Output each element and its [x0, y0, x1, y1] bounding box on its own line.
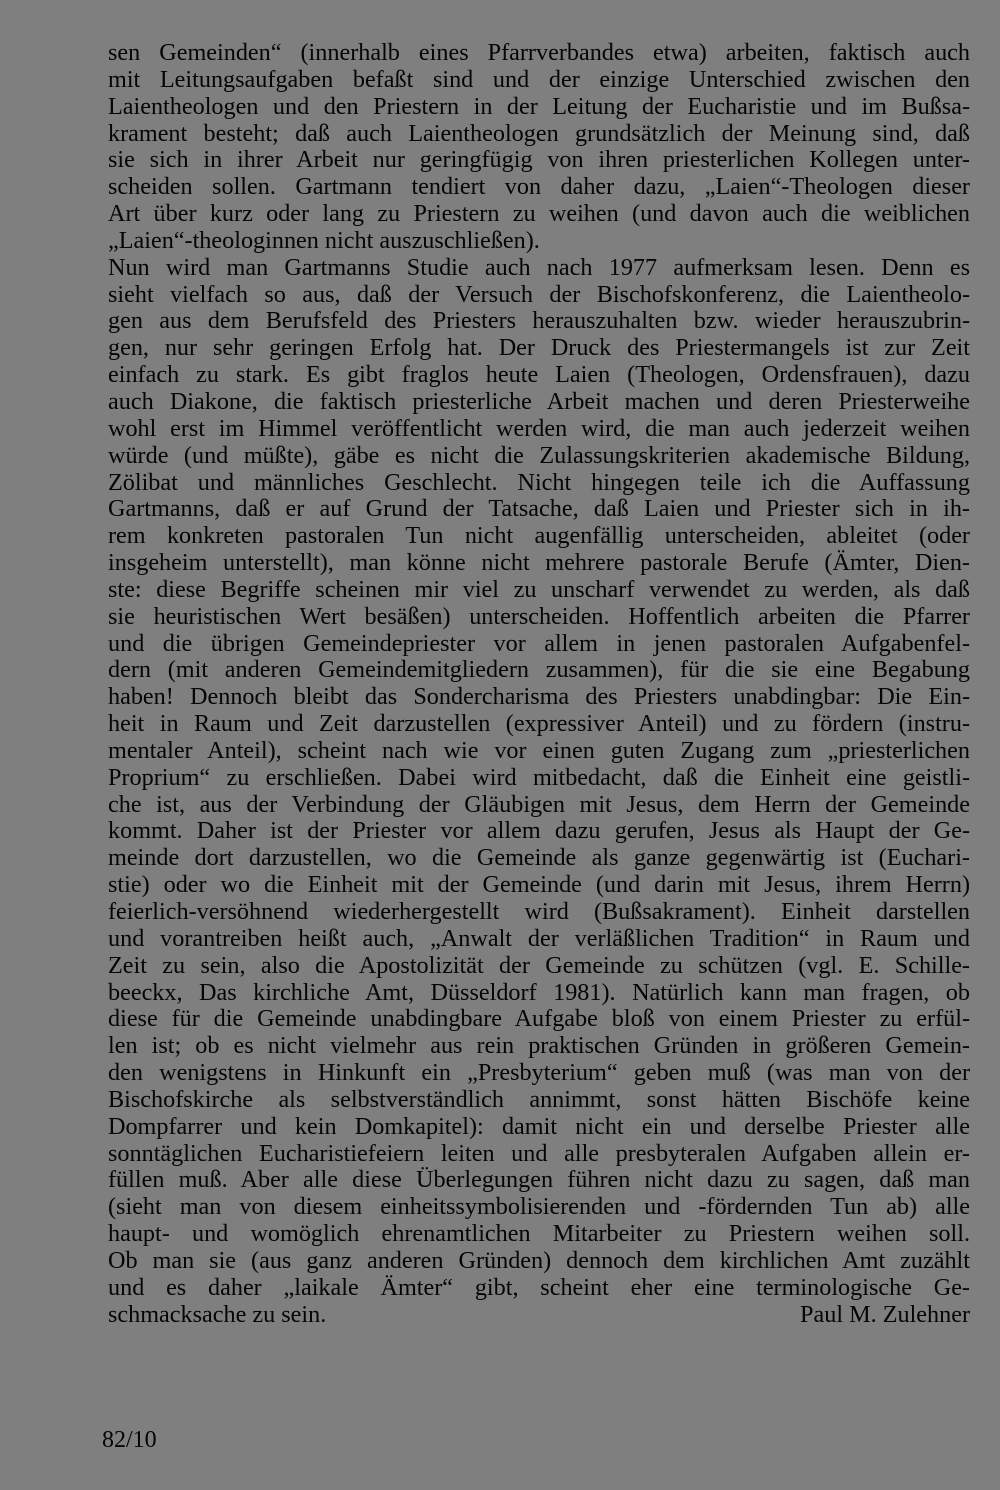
text-line: dern (mit anderen Gemeindemitgliedern zusammen), für die sie eine Begabung [108, 656, 970, 684]
text-line: Laientheologen und den Priestern in der Leitung der Eucharistie und im Bußsa- [108, 92, 970, 120]
text-line: gen aus dem Berufsfeld des Priesters herauszuhalten bzw. wieder herauszubrin- [108, 307, 970, 335]
text-line: heit in Raum und Zeit darzustellen (expressiver Anteil) und zu fördern (instru- [108, 710, 970, 738]
text-line: meinde dort darzustellen, wo die Gemeinde als ganze gegenwärtig ist (Euchari- [108, 844, 970, 872]
text-line: krament besteht; daß auch Laientheologen grundsätzlich der Meinung sind, daß [108, 119, 970, 147]
text-line: beeckx, Das kirchliche Amt, Düsseldorf 1981). Natürlich kann man fragen, ob [108, 978, 970, 1006]
text-line: insgeheim unterstellt), man könne nicht mehrere pastorale Berufe (Ämter, Dien- [108, 549, 970, 577]
text-line: sonntäglichen Eucharistiefeiern leiten und alle presbyteralen Aufgaben allein er- [108, 1139, 970, 1167]
text-line: diese für die Gemeinde unabdingbare Aufgabe bloß von einem Priester zu erfül- [108, 1005, 970, 1033]
text-line: Proprium“ zu erschließen. Dabei wird mitbedacht, daß die Einheit eine geistli- [108, 763, 970, 791]
text-line: auch Diakone, die faktisch priesterliche Arbeit machen und deren Priesterweihe [108, 387, 970, 415]
text-line: rem konkreten pastoralen Tun nicht augenfällig unterscheiden, ableitet (oder [108, 522, 970, 550]
text-line: Zölibat und männliches Geschlecht. Nicht hingegen teile ich die Auffassung [108, 468, 970, 496]
text-line: Bischofskirche als selbstverständlich annimmt, sonst hätten Bischöfe keine [108, 1085, 970, 1113]
text-line: und vorantreiben heißt auch, „Anwalt der verläßlichen Tradition“ in Raum und [108, 924, 970, 952]
text-line: haben! Dennoch bleibt das Sondercharisma des Priesters unabdingbar: Die Ein- [108, 683, 970, 711]
text-line: und die übrigen Gemeindepriester vor allem in jenen pastoralen Aufgabenfel- [108, 629, 970, 657]
text-line: gen, nur sehr geringen Erfolg hat. Der Druck des Priestermangels ist zur Zeit [108, 334, 970, 362]
last-text-line: schmacksache zu sein. [108, 1300, 327, 1328]
text-line: Dompfarrer und kein Domkapitel): damit nicht ein und derselbe Priester alle [108, 1112, 970, 1140]
text-line: sen Gemeinden“ (innerhalb eines Pfarrverbandes etwa) arbeiten, faktisch auch [108, 39, 970, 66]
page-number: 82/10 [102, 1427, 157, 1453]
text-line: haupt- und womöglich ehrenamtlichen Mitarbeiter zu Priestern weihen soll. [108, 1220, 970, 1248]
text-line: scheiden sollen. Gartmann tendiert von daher dazu, „Laien“-Theologen dieser [108, 173, 970, 201]
closing-line [108, 1302, 970, 1329]
text-line: len ist; ob es nicht vielmehr aus rein praktischen Gründen in größeren Gemein- [108, 1032, 970, 1060]
text-line: und es daher „laikale Ämter“ gibt, scheint eher eine terminologische Ge- [108, 1273, 970, 1301]
text-line: mentaler Anteil), scheint nach wie vor einen guten Zugang zum „priesterlichen [108, 736, 970, 764]
text-line: einfach zu stark. Es gibt fraglos heute Laien (Theologen, Ordensfrauen), dazu [108, 361, 970, 389]
text-line: „Laien“-theologinnen nicht auszuschließen). [108, 226, 540, 254]
text-line: würde (und müßte), gäbe es nicht die Zulassungskriterien akademische Bildung, [108, 441, 970, 469]
text-line: Nun wird man Gartmanns Studie auch nach 1977 aufmerksam lesen. Denn es [108, 253, 970, 281]
author-signature: Paul M. Zulehner [800, 1300, 970, 1328]
text-line: kommt. Daher ist der Priester vor allem dazu gerufen, Jesus als Haupt der Ge- [108, 817, 970, 845]
text-line: (sieht man von diesem einheitssymbolisierenden und -fördernden Tun ab) alle [108, 1193, 970, 1221]
text-line: Gartmanns, daß er auf Grund der Tatsache, daß Laien und Priester sich in ih- [108, 495, 970, 523]
text-line: mit Leitungsaufgaben befaßt sind und der einzige Unterschied zwischen den [108, 65, 970, 93]
text-line: Zeit zu sein, also die Apostolizität der Gemeinde zu schützen (vgl. E. Schille- [108, 951, 970, 979]
text-line: ste: diese Begriffe scheinen mir viel zu unscharf verwendet zu werden, als daß [108, 575, 970, 603]
article-body [108, 40, 970, 1329]
text-line: wohl erst im Himmel veröffentlicht werden wird, die man auch jederzeit weihen [108, 414, 970, 442]
text-line: Art über kurz oder lang zu Priestern zu weihen (und davon auch die weiblichen [108, 200, 970, 228]
text-line: den wenigstens in Hinkunft ein „Presbyterium“ geben muß (was man von der [108, 1059, 970, 1087]
text-line: feierlich-versöhnend wiederhergestellt wird (Bußsakrament). Einheit darstellen [108, 898, 970, 925]
text-line: sie heuristischen Wert besäßen) unterscheiden. Hoffentlich arbeiten die Pfarrer [108, 602, 970, 630]
text-line: che ist, aus der Verbindung der Gläubigen mit Jesus, dem Herrn der Gemeinde [108, 790, 970, 818]
text-line: sie sich in ihrer Arbeit nur geringfügig von ihren priesterlichen Kollegen unter- [108, 146, 970, 174]
text-line: stie) oder wo die Einheit mit der Gemeinde (und darin mit Jesus, ihrem Herrn) [108, 871, 970, 899]
text-line: Ob man sie (aus ganz anderen Gründen) dennoch dem kirchlichen Amt zuzählt [108, 1246, 970, 1274]
text-line: füllen muß. Aber alle diese Überlegungen führen nicht dazu zu sagen, daß man [108, 1166, 970, 1194]
text-line: sieht vielfach so aus, daß der Versuch der Bischofskonferenz, die Laientheolo- [108, 280, 970, 308]
